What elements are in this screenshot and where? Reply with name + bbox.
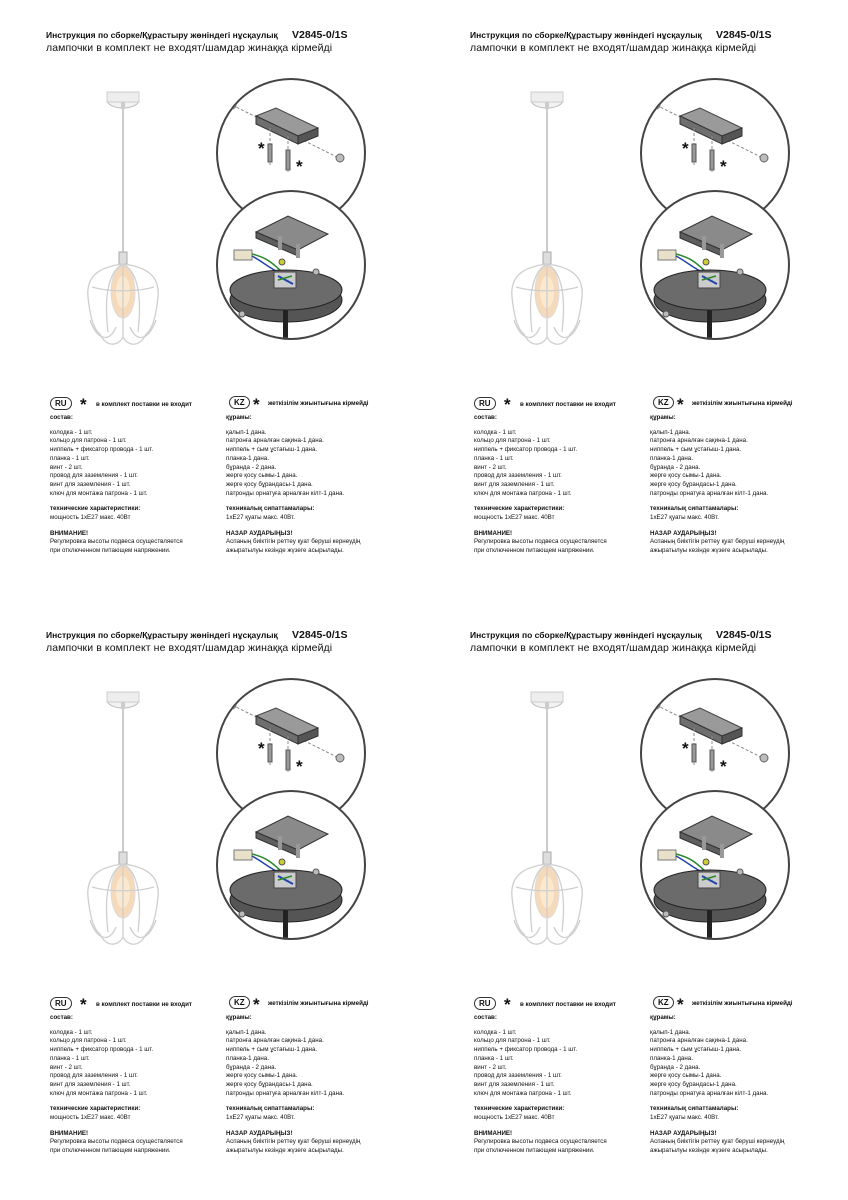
list-item: бұранда - 2 дана. (650, 463, 701, 471)
not-included-marker: * (80, 395, 87, 414)
kz-warning-heading: НАЗАР АУДАРЫҢЫЗ! (650, 529, 717, 537)
pendant-lamp-illustration (502, 682, 592, 962)
list-item: ниппель + сым ұстағыш-1 дана. (650, 446, 742, 454)
mounting-diagram (216, 190, 366, 340)
list-item: ниппель + фиксатор провода - 1 шт. (474, 446, 578, 454)
list-item: қалып-1 дана. (650, 1028, 691, 1036)
language-badge-ru: RU (50, 997, 72, 1010)
list-item: қалып-1 дана. (650, 428, 691, 436)
list-item: ниппель + фиксатор провода - 1 шт. (50, 1046, 154, 1054)
instruction-sheet (0, 600, 424, 1200)
not-included-marker: * (504, 995, 511, 1014)
list-item: ключ для монтажа патрона - 1 шт. (50, 489, 148, 497)
ru-not-included-note: в комплект поставки не входит (96, 401, 192, 408)
list-item: ключ для монтажа патрона - 1 шт. (474, 489, 572, 497)
ru-contents-heading: состав: (474, 414, 497, 421)
ru-tech-heading: технические характеристики: (50, 505, 141, 513)
ru-tech-heading: технические характеристики: (474, 505, 565, 513)
sheet-subtitle: лампочки в комплект не входят/шамдар жинаққа кірмейді (46, 642, 333, 654)
ru-warning-heading: ВНИМАНИЕ! (474, 1129, 513, 1137)
not-included-marker: * (253, 995, 260, 1014)
list-item: қалып-1 дана. (226, 428, 267, 436)
list-item: колодка - 1 шт. (474, 1028, 517, 1036)
list-item: провод для заземления - 1 шт. (474, 472, 562, 480)
list-item: кольцо для патрона - 1 шт. (50, 1037, 127, 1045)
list-item: планка-1 дана. (226, 1054, 269, 1062)
list-item: винт - 2 шт. (474, 1063, 507, 1071)
list-item: планка-1 дана. (226, 454, 269, 462)
not-included-marker: * (720, 157, 727, 176)
not-included-marker: * (296, 157, 303, 176)
list-item: жерге қосу бұрандасы-1 дана. (226, 1080, 313, 1088)
language-badge-ru: RU (474, 997, 496, 1010)
ru-tech-value: мощность 1хЕ27 макс. 40Вт (474, 514, 555, 522)
not-included-marker: * (677, 995, 684, 1014)
ru-warning-line: при отключенном питающем напряжении. (474, 547, 595, 555)
language-badge-ru: RU (50, 397, 72, 410)
ru-contents-heading: состав: (50, 414, 73, 421)
ru-contents-column (50, 1014, 183, 1156)
instruction-sheet (0, 0, 424, 600)
ru-not-included-note: в комплект поставки не входит (96, 1001, 192, 1008)
sheet-subtitle: лампочки в комплект не входят/шамдар жинаққа кірмейді (470, 42, 757, 54)
kz-contents-column (226, 414, 360, 556)
list-item: бұранда - 2 дана. (650, 1063, 701, 1071)
kz-warning-heading: НАЗАР АУДАРЫҢЫЗ! (226, 529, 293, 537)
instruction-sheet (424, 0, 848, 600)
kz-warning-line: ажыратылуы кезінде жүзеге асырылады. (226, 1147, 344, 1155)
list-item: ниппель + сым ұстағыш-1 дана. (650, 1046, 742, 1054)
list-item: патронға арналған сақина-1 дана. (650, 437, 748, 445)
list-item: планка-1 дана. (650, 454, 693, 462)
kz-warning-line: ажыратылуы кезінде жүзеге асырылады. (226, 547, 344, 555)
list-item: винт для заземления - 1 шт. (474, 480, 555, 488)
list-item: планка - 1 шт. (50, 1054, 90, 1062)
not-included-marker: * (80, 995, 87, 1014)
list-item: винт - 2 шт. (474, 463, 507, 471)
ru-warning-heading: ВНИМАНИЕ! (474, 529, 513, 537)
model-number: V2845-0/1S (716, 629, 772, 641)
list-item: патронға арналған сақина-1 дана. (226, 437, 324, 445)
list-item: ниппель + сым ұстағыш-1 дана. (226, 446, 318, 454)
instruction-sheet (424, 600, 848, 1200)
kz-tech-value: 1хЕ27 қуаты макс. 40Вт. (226, 514, 295, 522)
list-item: провод для заземления - 1 шт. (50, 1072, 138, 1080)
kz-warning-line: Аспаның биіктігін реттеу қуат беруші кернеудің (650, 1138, 785, 1146)
ru-contents-heading: состав: (474, 1014, 497, 1021)
ru-contents-heading: состав: (50, 1014, 73, 1021)
list-item: планка - 1 шт. (474, 1054, 514, 1062)
kz-contents-heading: құрамы: (650, 1014, 676, 1021)
not-included-marker: * (258, 739, 265, 758)
list-item: бұранда - 2 дана. (226, 463, 277, 471)
kz-contents-column (226, 1014, 360, 1156)
not-included-marker: * (258, 139, 265, 158)
sheet-title: Инструкция по сборке/Құрастыру жөніндегі нұсқаулық (46, 30, 278, 40)
kz-contents-heading: құрамы: (650, 414, 676, 421)
kz-contents-heading: құрамы: (226, 414, 252, 421)
list-item: винт - 2 шт. (50, 463, 83, 471)
ru-tech-value: мощность 1хЕ27 макс. 40Вт (50, 514, 131, 522)
kz-contents-column (650, 1014, 784, 1156)
list-item: винт для заземления - 1 шт. (50, 1080, 131, 1088)
list-item: бұранда - 2 дана. (226, 1063, 277, 1071)
kz-not-included-note: жеткізілім жиынтығына кірмейді (268, 1000, 369, 1007)
model-number: V2845-0/1S (716, 29, 772, 41)
language-badge-ru: RU (474, 397, 496, 410)
list-item: жерге қосу бұрандасы-1 дана. (226, 480, 313, 488)
model-number: V2845-0/1S (292, 29, 348, 41)
list-item: винт для заземления - 1 шт. (50, 480, 131, 488)
not-included-marker: * (504, 395, 511, 414)
kz-tech-value: 1хЕ27 қуаты макс. 40Вт. (650, 1114, 719, 1122)
list-item: жерге қосу сымы-1 дана. (650, 472, 722, 480)
ru-tech-heading: технические характеристики: (474, 1105, 565, 1113)
ru-contents-column (474, 414, 607, 556)
list-item: кольцо для патрона - 1 шт. (50, 437, 127, 445)
sheet-subtitle: лампочки в комплект не входят/шамдар жинаққа кірмейді (470, 642, 757, 654)
ru-not-included-note: в комплект поставки не входит (520, 1001, 616, 1008)
list-item: қалып-1 дана. (226, 1028, 267, 1036)
kz-warning-heading: НАЗАР АУДАРЫҢЫЗ! (226, 1129, 293, 1137)
sheet-title: Инструкция по сборке/Құрастыру жөніндегі нұсқаулық (46, 630, 278, 640)
list-item: винт - 2 шт. (50, 1063, 83, 1071)
list-item: патронға арналған сақина-1 дана. (226, 1037, 324, 1045)
language-badge-kz: KZ (653, 996, 674, 1009)
list-item: патронды орнатуға арналған кілт-1 дана. (650, 1089, 769, 1097)
ru-warning-heading: ВНИМАНИЕ! (50, 529, 89, 537)
kz-tech-heading: техникалық сипаттамалары: (650, 1105, 739, 1113)
not-included-marker: * (677, 395, 684, 414)
kz-warning-line: ажыратылуы кезінде жүзеге асырылады. (650, 547, 768, 555)
pendant-lamp-illustration (78, 682, 168, 962)
ru-tech-value: мощность 1хЕ27 макс. 40Вт (50, 1114, 131, 1122)
kz-tech-value: 1хЕ27 қуаты макс. 40Вт. (650, 514, 719, 522)
list-item: ниппель + фиксатор провода - 1 шт. (474, 1046, 578, 1054)
list-item: патронды орнатуға арналған кілт-1 дана. (226, 489, 345, 497)
ru-not-included-note: в комплект поставки не входит (520, 401, 616, 408)
list-item: колодка - 1 шт. (50, 1028, 93, 1036)
kz-tech-heading: техникалық сипаттамалары: (226, 1105, 315, 1113)
ru-tech-heading: технические характеристики: (50, 1105, 141, 1113)
list-item: ключ для монтажа патрона - 1 шт. (50, 1089, 148, 1097)
sheet-subtitle: лампочки в комплект не входят/шамдар жинаққа кірмейді (46, 42, 333, 54)
kz-warning-line: Аспаның биіктігін реттеу қуат беруші кернеудің (226, 1138, 361, 1146)
list-item: жерге қосу сымы-1 дана. (226, 1072, 298, 1080)
sheet-title: Инструкция по сборке/Құрастыру жөніндегі нұсқаулық (470, 30, 702, 40)
ru-warning-heading: ВНИМАНИЕ! (50, 1129, 89, 1137)
kz-warning-heading: НАЗАР АУДАРЫҢЫЗ! (650, 1129, 717, 1137)
sheet-title: Инструкция по сборке/Құрастыру жөніндегі нұсқаулық (470, 630, 702, 640)
mounting-diagram (216, 790, 366, 940)
mounting-diagram (640, 790, 790, 940)
list-item: ниппель + сым ұстағыш-1 дана. (226, 1046, 318, 1054)
list-item: жерге қосу сымы-1 дана. (226, 472, 298, 480)
ru-warning-line: при отключенном питающем напряжении. (50, 547, 171, 555)
ru-warning-line: Регулировка высоты подвеса осуществляется (474, 1138, 607, 1146)
mounting-diagram (640, 190, 790, 340)
ru-contents-column (474, 1014, 607, 1156)
not-included-marker: * (296, 757, 303, 776)
list-item: колодка - 1 шт. (50, 428, 93, 436)
list-item: патронды орнатуға арналған кілт-1 дана. (650, 489, 769, 497)
ru-warning-line: Регулировка высоты подвеса осуществляется (50, 1138, 183, 1146)
list-item: планка - 1 шт. (50, 454, 90, 462)
not-included-marker: * (682, 739, 689, 758)
list-item: патронға арналған сақина-1 дана. (650, 1037, 748, 1045)
language-badge-kz: KZ (229, 996, 250, 1009)
list-item: жерге қосу сымы-1 дана. (650, 1072, 722, 1080)
kz-tech-heading: техникалық сипаттамалары: (650, 505, 739, 513)
kz-not-included-note: жеткізілім жиынтығына кірмейді (692, 400, 793, 407)
list-item: жерге қосу бұрандасы-1 дана. (650, 480, 737, 488)
ru-contents-column (50, 414, 183, 556)
kz-not-included-note: жеткізілім жиынтығына кірмейді (268, 400, 369, 407)
kz-tech-value: 1хЕ27 қуаты макс. 40Вт. (226, 1114, 295, 1122)
list-item: планка - 1 шт. (474, 454, 514, 462)
kz-warning-line: ажыратылуы кезінде жүзеге асырылады. (650, 1147, 768, 1155)
ru-warning-line: Регулировка высоты подвеса осуществляется (50, 538, 183, 546)
kz-contents-heading: құрамы: (226, 1014, 252, 1021)
not-included-marker: * (253, 395, 260, 414)
list-item: кольцо для патрона - 1 шт. (474, 1037, 551, 1045)
list-item: колодка - 1 шт. (474, 428, 517, 436)
list-item: винт для заземления - 1 шт. (474, 1080, 555, 1088)
list-item: жерге қосу бұрандасы-1 дана. (650, 1080, 737, 1088)
not-included-marker: * (720, 757, 727, 776)
kz-warning-line: Аспаның биіктігін реттеу қуат беруші кернеудің (650, 538, 785, 546)
list-item: провод для заземления - 1 шт. (50, 472, 138, 480)
list-item: ниппель + фиксатор провода - 1 шт. (50, 446, 154, 454)
pendant-lamp-illustration (78, 82, 168, 362)
kz-not-included-note: жеткізілім жиынтығына кірмейді (692, 1000, 793, 1007)
list-item: ключ для монтажа патрона - 1 шт. (474, 1089, 572, 1097)
list-item: планка-1 дана. (650, 1054, 693, 1062)
not-included-marker: * (682, 139, 689, 158)
ru-tech-value: мощность 1хЕ27 макс. 40Вт (474, 1114, 555, 1122)
list-item: провод для заземления - 1 шт. (474, 1072, 562, 1080)
kz-contents-column (650, 414, 784, 556)
language-badge-kz: KZ (229, 396, 250, 409)
kz-warning-line: Аспаның биіктігін реттеу қуат беруші кернеудің (226, 538, 361, 546)
kz-tech-heading: техникалық сипаттамалары: (226, 505, 315, 513)
language-badge-kz: KZ (653, 396, 674, 409)
list-item: кольцо для патрона - 1 шт. (474, 437, 551, 445)
ru-warning-line: Регулировка высоты подвеса осуществляется (474, 538, 607, 546)
ru-warning-line: при отключенном питающем напряжении. (50, 1147, 171, 1155)
ru-warning-line: при отключенном питающем напряжении. (474, 1147, 595, 1155)
pendant-lamp-illustration (502, 82, 592, 362)
model-number: V2845-0/1S (292, 629, 348, 641)
list-item: патронды орнатуға арналған кілт-1 дана. (226, 1089, 345, 1097)
